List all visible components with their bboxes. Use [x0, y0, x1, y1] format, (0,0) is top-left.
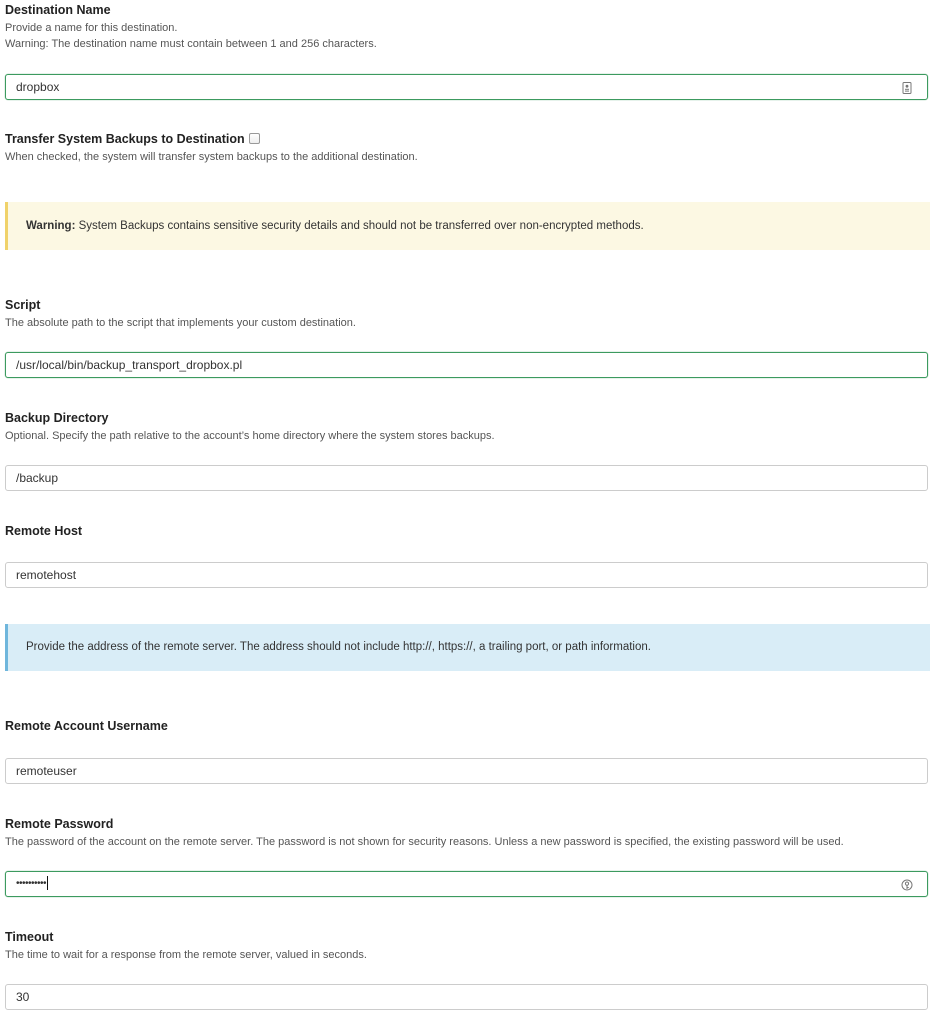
destination-name-help: Provide a name for this destination. — [5, 22, 178, 34]
remote-password-input[interactable] — [5, 871, 928, 897]
contact-card-icon[interactable] — [901, 81, 913, 93]
backup-directory-input[interactable] — [5, 465, 928, 491]
remote-host-info-alert — [5, 624, 930, 671]
destination-name-value: dropbox — [16, 80, 60, 94]
remote-username-input[interactable] — [5, 758, 928, 784]
remote-password-help: The password of the account on the remote server. The password is not shown for security reasons. Unless a new password is specified, the existing password will be used. — [5, 836, 844, 848]
remote-password-value — [16, 872, 48, 896]
script-help: The absolute path to the script that implements your custom destination. — [5, 317, 356, 329]
warning-text: System Backups contains sensitive security details and should not be transferred over non-encrypted methods. — [78, 220, 644, 232]
key-icon[interactable] — [901, 878, 913, 890]
text-caret — [47, 876, 48, 890]
remote-username-label: Remote Account Username — [5, 719, 168, 733]
timeout-help: The time to wait for a response from the remote server, valued in seconds. — [5, 949, 367, 961]
transfer-backups-checkbox[interactable] — [249, 133, 260, 144]
transfer-backups-row — [5, 131, 260, 147]
destination-name-input[interactable] — [5, 74, 928, 100]
timeout-input[interactable] — [5, 984, 928, 1010]
destination-name-label: Destination Name — [5, 3, 111, 17]
transfer-backups-label: Transfer System Backups to Destination — [5, 132, 245, 146]
timeout-value: 30 — [16, 990, 30, 1004]
remote-host-label: Remote Host — [5, 524, 83, 538]
script-value: /usr/local/bin/backup_transport_dropbox.pl — [16, 358, 243, 372]
remote-username-value: remoteuser — [16, 764, 77, 778]
script-input[interactable] — [5, 352, 928, 378]
remote-host-input[interactable] — [5, 562, 928, 588]
timeout-label: Timeout — [5, 930, 54, 944]
remote-host-value: remotehost — [16, 568, 77, 582]
script-label: Script — [5, 298, 41, 312]
transfer-backups-help: When checked, the system will transfer system backups to the additional destination. — [5, 151, 418, 163]
remote-password-label: Remote Password — [5, 817, 114, 831]
warning-strong: Warning: — [26, 220, 76, 232]
backup-warning-alert — [5, 202, 930, 250]
remote-host-info-text: Provide the address of the remote server. The address should not include http://, https://, a trailing port, or path information. — [26, 641, 651, 653]
backup-directory-label: Backup Directory — [5, 411, 109, 425]
backup-directory-help: Optional. Specify the path relative to the account’s home directory where the system stores backups. — [5, 430, 495, 442]
backup-directory-value: /backup — [16, 471, 59, 485]
remote-password-mask: •••••••••• — [16, 878, 47, 889]
destination-name-warning: Warning: The destination name must contain between 1 and 256 characters. — [5, 38, 377, 50]
